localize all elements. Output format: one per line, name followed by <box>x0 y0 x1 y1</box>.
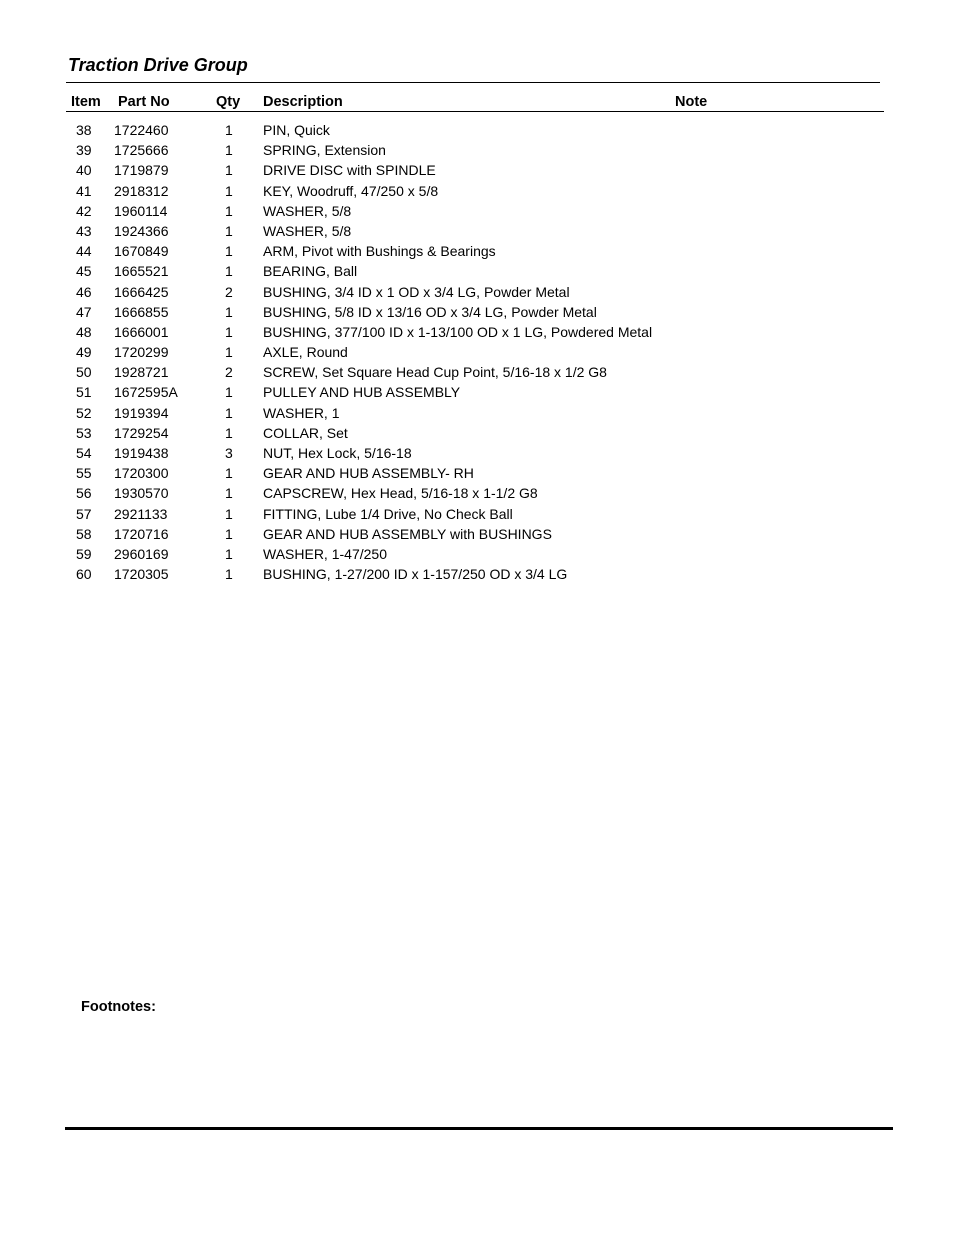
row-part-no: 1719879 <box>114 162 169 179</box>
row-item: 56 <box>76 485 92 502</box>
row-qty: 1 <box>225 182 233 199</box>
row-item: 44 <box>76 243 92 260</box>
row-part-no: 1720299 <box>114 344 169 361</box>
row-qty: 1 <box>225 243 233 260</box>
row-item: 52 <box>76 404 92 421</box>
row-item: 51 <box>76 384 92 401</box>
bottom-divider <box>65 1127 893 1130</box>
row-item: 58 <box>76 525 92 542</box>
row-description: WASHER, 1 <box>263 404 340 421</box>
row-item: 59 <box>76 545 92 562</box>
row-part-no: 1919438 <box>114 445 169 461</box>
row-item: 57 <box>76 505 92 522</box>
row-qty: 1 <box>225 505 233 522</box>
row-qty: 1 <box>225 263 233 280</box>
table-row <box>0 483 954 503</box>
row-description: BUSHING, 377/100 ID x 1-13/100 OD x 1 LG, Powdered Metal <box>263 323 653 340</box>
table-row <box>0 504 954 524</box>
row-qty: 1 <box>225 162 233 179</box>
table-row <box>0 544 954 564</box>
row-part-no: 1666425 <box>114 283 169 300</box>
row-part-no: 2921133 <box>114 505 168 522</box>
row-qty: 1 <box>225 384 233 401</box>
header-qty: Qty <box>216 94 241 110</box>
row-qty: 1 <box>225 323 233 340</box>
table-row <box>0 160 954 180</box>
row-item: 42 <box>76 202 92 219</box>
row-qty: 1 <box>225 545 233 562</box>
row-description: PIN, Quick <box>263 122 330 138</box>
table-row <box>0 362 954 382</box>
row-description: AXLE, Round <box>263 344 348 361</box>
row-part-no: 1666001 <box>114 323 169 340</box>
row-part-no: 1960114 <box>114 202 168 219</box>
table-row <box>0 524 954 544</box>
row-item: 40 <box>76 162 92 179</box>
row-part-no: 1720716 <box>114 525 169 542</box>
table-row <box>0 261 954 281</box>
row-description: SCREW, Set Square Head Cup Point, 5/16-18 x 1/2 G8 <box>263 364 607 381</box>
row-description: BUSHING, 5/8 ID x 13/16 OD x 3/4 LG, Powder Metal <box>263 303 597 320</box>
row-qty: 1 <box>225 485 233 502</box>
row-item: 60 <box>76 566 92 583</box>
row-part-no: 1722460 <box>114 122 169 138</box>
row-description: DRIVE DISC with SPINDLE <box>263 162 436 179</box>
row-description: BUSHING, 1-27/200 ID x 1-157/250 OD x 3/4 LG <box>263 566 568 583</box>
row-item: 49 <box>76 344 92 361</box>
row-item: 48 <box>76 323 92 340</box>
row-part-no: 1666855 <box>114 303 169 320</box>
header-part-no: Part No <box>118 94 170 110</box>
row-part-no: 1919394 <box>114 404 169 421</box>
row-description: WASHER, 5/8 <box>263 222 352 239</box>
row-qty: 1 <box>225 142 233 159</box>
row-part-no: 1725666 <box>114 142 169 159</box>
row-qty: 1 <box>225 424 233 441</box>
row-qty: 1 <box>225 465 233 482</box>
title-divider <box>66 82 880 83</box>
row-item: 43 <box>76 222 92 239</box>
row-item: 54 <box>76 445 92 461</box>
row-description: CAPSCREW, Hex Head, 5/16-18 x 1-1/2 G8 <box>263 485 538 502</box>
row-qty: 1 <box>225 222 233 239</box>
table-row <box>0 443 954 463</box>
row-description: NUT, Hex Lock, 5/16-18 <box>263 445 412 461</box>
row-item: 55 <box>76 465 92 482</box>
table-row <box>0 382 954 402</box>
table-row <box>0 201 954 221</box>
row-item: 53 <box>76 424 92 441</box>
row-description: ARM, Pivot with Bushings & Bearings <box>263 243 496 260</box>
row-part-no: 1672595A <box>114 384 178 401</box>
header-divider <box>66 111 884 112</box>
footnotes-label: Footnotes: <box>81 999 156 1015</box>
table-row <box>0 403 954 423</box>
table-row <box>0 463 954 483</box>
row-qty: 1 <box>225 566 233 583</box>
row-description: GEAR AND HUB ASSEMBLY with BUSHINGS <box>263 525 552 542</box>
row-part-no: 2918312 <box>114 182 169 199</box>
row-part-no: 1924366 <box>114 222 169 239</box>
row-part-no: 1720300 <box>114 465 169 482</box>
row-item: 50 <box>76 364 92 381</box>
header-note: Note <box>675 94 708 110</box>
table-row <box>0 241 954 261</box>
table-row <box>0 564 954 584</box>
page-title: Traction Drive Group <box>68 55 248 75</box>
row-item: 47 <box>76 303 92 320</box>
table-row <box>0 181 954 201</box>
row-description: BUSHING, 3/4 ID x 1 OD x 3/4 LG, Powder Metal <box>263 283 570 300</box>
row-item: 39 <box>76 142 92 159</box>
row-qty: 1 <box>225 404 233 421</box>
table-row <box>0 221 954 241</box>
row-qty: 1 <box>225 122 233 138</box>
row-part-no: 1665521 <box>114 263 169 280</box>
row-description: COLLAR, Set <box>263 424 348 441</box>
table-row <box>0 282 954 302</box>
row-part-no: 1930570 <box>114 485 169 502</box>
table-row <box>0 342 954 362</box>
row-part-no: 1670849 <box>114 243 169 260</box>
table-row <box>0 302 954 322</box>
row-qty: 1 <box>225 344 233 361</box>
row-description: FITTING, Lube 1/4 Drive, No Check Ball <box>263 505 513 522</box>
row-description: GEAR AND HUB ASSEMBLY- RH <box>263 465 474 482</box>
row-qty: 1 <box>225 525 233 542</box>
row-qty: 2 <box>225 283 233 300</box>
table-header <box>0 94 954 112</box>
table-row <box>0 140 954 160</box>
row-description: BEARING, Ball <box>263 263 358 280</box>
row-qty: 2 <box>225 364 233 381</box>
row-qty: 1 <box>225 202 233 219</box>
header-item: Item <box>71 94 101 110</box>
table-row <box>0 322 954 342</box>
row-item: 41 <box>76 182 92 199</box>
row-description: KEY, Woodruff, 47/250 x 5/8 <box>263 182 439 199</box>
parts-list <box>0 120 954 584</box>
row-item: 38 <box>76 122 92 138</box>
header-description: Description <box>263 94 343 110</box>
row-qty: 3 <box>225 445 233 461</box>
row-part-no: 1928721 <box>114 364 169 381</box>
table-row <box>0 120 954 140</box>
row-part-no: 1729254 <box>114 424 169 441</box>
row-qty: 1 <box>225 303 233 320</box>
row-part-no: 2960169 <box>114 545 169 562</box>
row-description: SPRING, Extension <box>263 142 386 159</box>
row-description: WASHER, 1-47/250 <box>263 545 387 562</box>
row-description: PULLEY AND HUB ASSEMBLY <box>263 384 461 401</box>
row-part-no: 1720305 <box>114 566 169 583</box>
row-item: 46 <box>76 283 92 300</box>
row-item: 45 <box>76 263 92 280</box>
row-description: WASHER, 5/8 <box>263 202 352 219</box>
table-row <box>0 423 954 443</box>
